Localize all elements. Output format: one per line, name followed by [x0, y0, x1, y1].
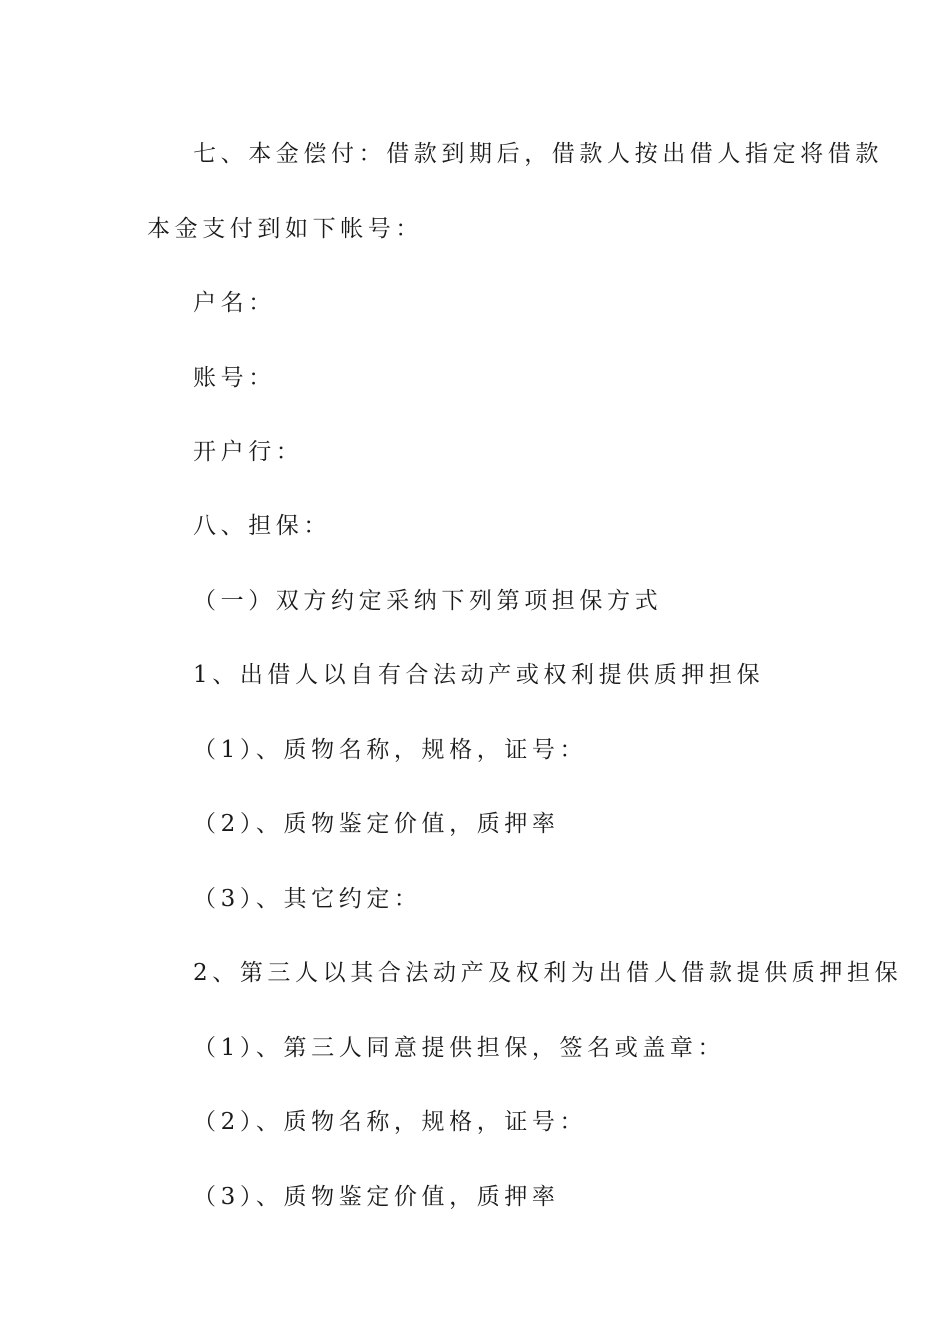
account-number-label: 账号：	[193, 365, 276, 391]
bank-label: 开户行：	[193, 439, 304, 465]
guarantee-method-paragraph: （一）双方约定采纳下列第项担保方式	[193, 588, 663, 614]
item-2-sub-3: （3）、质物鉴定价值，质押率	[193, 1184, 560, 1210]
item-1-paragraph: 1、出借人以自有合法动产或权利提供质押担保	[193, 662, 765, 688]
item-1-sub-1: （1）、质物名称，规格，证号：	[193, 737, 588, 763]
clause-7-continuation: 本金支付到如下帐号：	[147, 216, 423, 242]
clause-8-heading: 八、担保：	[193, 513, 331, 539]
item-1-sub-3: （3）、其它约定：	[193, 886, 422, 912]
account-name-label: 户名：	[193, 290, 276, 316]
item-1-sub-2: （2）、质物鉴定价值，质押率	[193, 811, 560, 837]
item-2-sub-2: （2）、质物名称，规格，证号：	[193, 1109, 588, 1135]
clause-7-heading: 七、本金偿付：借款到期后，借款人按出借人指定将借款	[193, 141, 883, 167]
item-2-sub-1: （1）、第三人同意提供担保，签名或盖章：	[193, 1035, 726, 1061]
item-2-paragraph: 2、第三人以其合法动产及权利为出借人借款提供质押担保	[193, 960, 903, 986]
